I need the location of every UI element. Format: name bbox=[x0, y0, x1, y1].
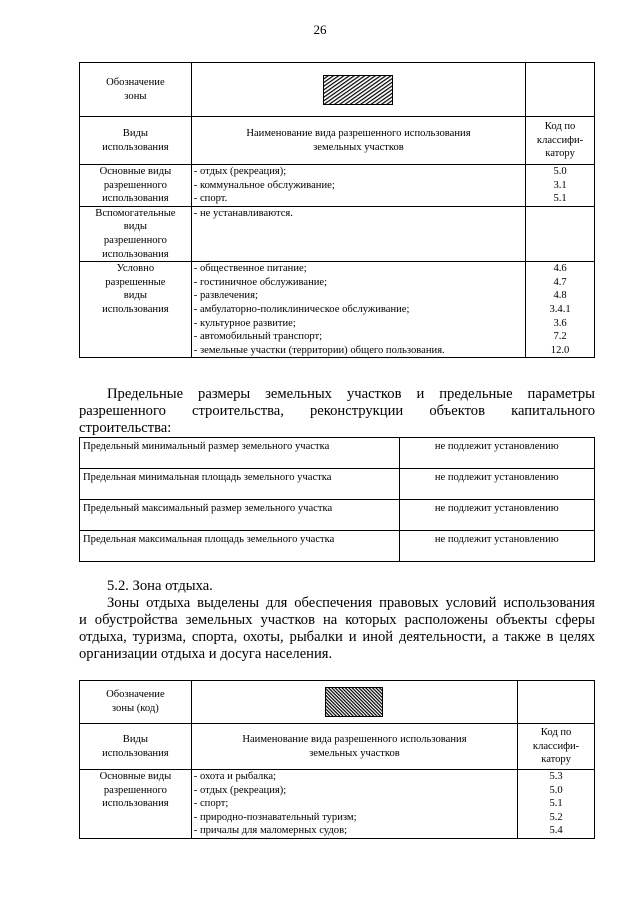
list-item: - отдых (рекреация); bbox=[193, 166, 287, 177]
code-value: 5.1 bbox=[553, 193, 567, 205]
category-cell bbox=[80, 770, 192, 839]
zone-hatch-symbol bbox=[325, 687, 383, 717]
category-line: разрешенного bbox=[103, 179, 167, 191]
section-title: 5.2. Зона отдыха. bbox=[107, 578, 213, 594]
header-line: Наименование вида разрешенного использования bbox=[242, 733, 467, 745]
paragraph-line: разрешенного строительства, реконструкции объектов капитального bbox=[79, 403, 595, 419]
zone-empty-cell bbox=[518, 681, 595, 724]
code-value: 3.6 bbox=[553, 317, 567, 329]
category-line: разрешенного bbox=[103, 784, 167, 796]
paragraph-line: Предельные размеры земельных участков и предельные параметры bbox=[107, 386, 595, 402]
list-item: - коммунальное обслуживание; bbox=[193, 179, 335, 191]
limit-param: Предельная максимальная площадь земельного участка bbox=[80, 531, 400, 562]
category-line: использования bbox=[102, 798, 169, 810]
items-cell bbox=[191, 165, 525, 207]
category-cell bbox=[80, 206, 192, 261]
limit-value: не подлежит установлению bbox=[399, 438, 595, 469]
zone-label-line: Обозначение bbox=[106, 76, 165, 88]
zone-hatch-symbol bbox=[323, 75, 393, 105]
list-item: - не устанавливаются. bbox=[193, 207, 293, 219]
list-item: - общественное питание; bbox=[193, 263, 307, 275]
table-row bbox=[80, 531, 595, 562]
category-cell bbox=[80, 262, 192, 358]
items-cell bbox=[191, 206, 525, 261]
zone-symbol-cell bbox=[191, 681, 517, 724]
list-item: - отдых (рекреация); bbox=[193, 784, 287, 796]
limit-param: Предельная минимальная площадь земельного участка bbox=[80, 469, 400, 500]
col-header-name bbox=[191, 724, 517, 770]
header-line: Код по bbox=[544, 121, 576, 133]
paragraph-line: Зоны отдыха выделены для обеспечения правовых условий использования bbox=[107, 595, 595, 611]
header-line: земельных участков bbox=[309, 747, 400, 759]
table-row bbox=[80, 262, 595, 358]
paragraph-line: и обустройства земельных участков на которых расположены объекты сферы bbox=[79, 612, 595, 628]
limit-value: не подлежит установлению bbox=[399, 469, 595, 500]
header-line: использования bbox=[102, 747, 169, 759]
code-value: 5.1 bbox=[549, 798, 563, 810]
header-line: использования bbox=[102, 141, 169, 153]
col-header-code bbox=[526, 117, 595, 165]
header-line: катору bbox=[545, 148, 575, 160]
category-line: Условно bbox=[116, 263, 155, 275]
code-value: 5.3 bbox=[549, 771, 563, 782]
page-number: 26 bbox=[313, 22, 327, 37]
code-value: 5.0 bbox=[553, 166, 567, 177]
items-cell bbox=[191, 262, 525, 358]
list-item: - амбулаторно-поликлиническое обслуживание; bbox=[193, 303, 410, 315]
table-row bbox=[80, 500, 595, 531]
paragraph-line: организации отдыха и досуга населения. bbox=[79, 646, 333, 662]
items-cell bbox=[191, 770, 517, 839]
col-header-uses bbox=[80, 117, 192, 165]
zone-empty-cell bbox=[526, 63, 595, 117]
list-item: - спорт. bbox=[193, 193, 228, 205]
category-line: разрешенного bbox=[103, 234, 167, 246]
list-item: - причалы для маломерных судов; bbox=[193, 825, 348, 837]
limit-param: Предельный минимальный размер земельного участка bbox=[80, 438, 400, 469]
zone-label-cell bbox=[80, 63, 192, 117]
limits-intro-paragraph bbox=[79, 386, 595, 437]
zone-label-line: зоны bbox=[124, 90, 147, 102]
list-item: - земельные участки (территории) общего пользования. bbox=[193, 344, 445, 356]
zone-table-1 bbox=[79, 62, 595, 358]
zone-label-line: зоны (код) bbox=[111, 703, 159, 714]
header-line: катору bbox=[541, 754, 571, 766]
limits-table bbox=[79, 437, 595, 562]
code-value: 5.0 bbox=[549, 784, 563, 796]
category-line: виды bbox=[123, 221, 147, 233]
header-line: земельных участков bbox=[313, 141, 404, 153]
code-value: 7.2 bbox=[553, 331, 567, 343]
limit-param: Предельный максимальный размер земельного участка bbox=[80, 500, 400, 531]
category-line: Основные виды bbox=[99, 771, 172, 782]
section-heading bbox=[79, 578, 595, 595]
paragraph-line: отдыха, туризма, спорта, охоты, рыбалки и иной деятельности, а также в целях bbox=[79, 629, 595, 645]
codes-cell bbox=[518, 770, 595, 839]
category-line: использования bbox=[102, 248, 169, 260]
table-row bbox=[80, 469, 595, 500]
zone-table-2 bbox=[79, 680, 595, 839]
list-item: - культурное развитие; bbox=[193, 317, 296, 329]
limit-value: не подлежит установлению bbox=[399, 531, 595, 562]
code-value: 4.7 bbox=[553, 276, 567, 288]
paragraph-line: строительства: bbox=[79, 420, 172, 436]
header-line: классифи- bbox=[532, 740, 580, 752]
col-header-code bbox=[518, 724, 595, 770]
category-cell bbox=[80, 165, 192, 207]
category-line: Вспомогательные bbox=[95, 207, 176, 219]
table-row bbox=[80, 165, 595, 207]
list-item: - развлечения; bbox=[193, 290, 258, 302]
table-row bbox=[80, 438, 595, 469]
table-row bbox=[80, 206, 595, 261]
list-item: - автомобильный транспорт; bbox=[193, 331, 323, 343]
code-value: 3.4.1 bbox=[549, 303, 571, 315]
table-row bbox=[80, 770, 595, 839]
code-value: 5.2 bbox=[549, 811, 563, 823]
col-header-name bbox=[191, 117, 525, 165]
section-paragraph bbox=[79, 595, 595, 663]
col-header-uses bbox=[80, 724, 192, 770]
list-item: - гостиничное обслуживание; bbox=[193, 276, 328, 288]
codes-cell bbox=[526, 262, 595, 358]
list-item: - спорт; bbox=[193, 798, 229, 810]
header-line: классифи- bbox=[536, 134, 584, 146]
category-line: использования bbox=[102, 303, 169, 315]
header-line: Наименование вида разрешенного использования bbox=[246, 127, 471, 139]
code-value: 5.4 bbox=[549, 825, 563, 837]
code-value: 12.0 bbox=[550, 344, 570, 356]
list-item: - охота и рыбалка; bbox=[193, 771, 276, 782]
header-line: Код по bbox=[540, 727, 572, 739]
category-line: разрешенные bbox=[105, 276, 166, 288]
header-line: Виды bbox=[122, 733, 148, 745]
codes-cell bbox=[526, 206, 595, 261]
list-item: - природно-познавательный туризм; bbox=[193, 811, 357, 823]
limit-value: не подлежит установлению bbox=[399, 500, 595, 531]
code-value: 3.1 bbox=[553, 179, 567, 191]
codes-cell bbox=[526, 165, 595, 207]
zone-label-cell bbox=[80, 681, 192, 724]
zone-label-line: Обозначение bbox=[106, 689, 165, 701]
category-line: использования bbox=[102, 193, 169, 205]
code-value: 4.8 bbox=[553, 290, 567, 302]
category-line: Основные виды bbox=[99, 166, 172, 177]
header-line: Виды bbox=[122, 127, 149, 139]
zone-symbol-cell bbox=[191, 63, 525, 117]
code-value: 4.6 bbox=[553, 263, 567, 275]
category-line: виды bbox=[123, 290, 147, 302]
